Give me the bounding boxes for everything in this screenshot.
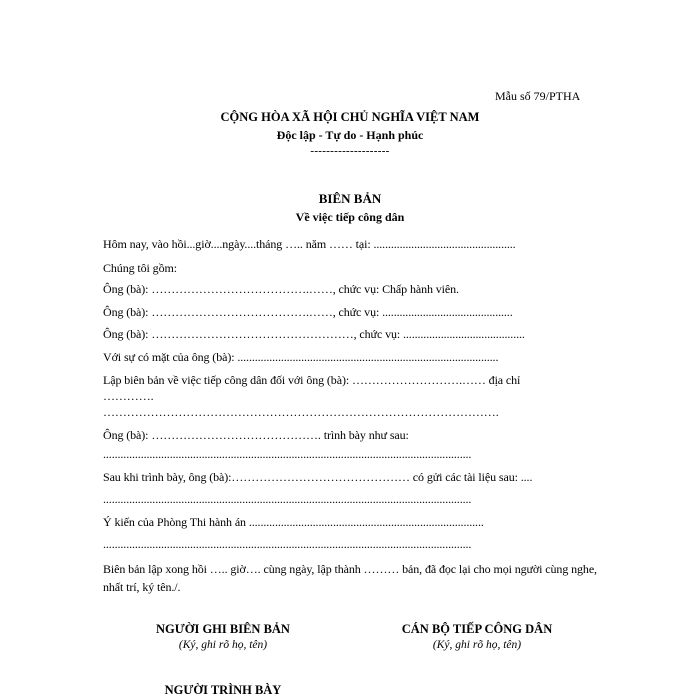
header-separator: -------------------- [310,145,390,157]
documents-blank-line: ............................................................................................................................... [103,492,472,506]
meeting-time-place-line: Hôm nay, vào hồi...giờ....ngày....tháng ….. năm …… tại: ................................................. [103,237,516,251]
document-subtitle: Về việc tiếp công dân [295,210,405,224]
form-number: Mẫu số 79/PTHA [495,89,581,103]
officer-signature-note: (Ký, ghi rõ họ, tên) [432,639,522,651]
address-continuation: …………. [103,389,154,403]
presentation-line: Ông (bà): ……………………………………. trình bày như sau: [103,428,409,442]
documents-submitted-line: Sau khi trình bày, ông (bà):……………………………………… có gửi các tài liệu sau: .... [103,470,533,484]
presence-line: Với sự có mặt của ông (bà): .......................................................................................... [103,350,499,364]
recorder-signature-title: NGƯỜI GHI BIÊN BẢN [156,622,290,636]
document-title: BIÊN BẢN [318,191,382,206]
record-subject-line: Lập biên bản về việc tiếp công dân đối với ông (bà): ……………………….…… địa chỉ [103,373,521,387]
office-opinion-line: Ý kiến của Phòng Thi hành án ................................................................................. [103,515,484,529]
recorder-signature-note: (Ký, ghi rõ họ, tên) [178,639,268,651]
participants-heading: Chúng tôi gồm: [103,261,177,275]
presenter-signature-title: NGƯỜI TRÌNH BÀY [164,683,282,697]
national-motto: Độc lập - Tự do - Hạnh phúc [276,128,424,142]
presentation-blank-line: ............................................................................................................................... [103,447,472,461]
opinion-blank-line: ............................................................................................................................... [103,537,472,551]
nation-title: CỘNG HÒA XÃ HỘI CHỦ NGHĨA VIỆT NAM [220,110,480,124]
participant-3-line: Ông (bà): ……………………………………………, chức vụ: .......................................... [103,327,525,341]
officer-signature-title: CÁN BỘ TIẾP CÔNG DÂN [401,622,553,636]
participant-1-line: Ông (bà): ………………………………….……, chức vụ: Chấp hành viên. [103,282,459,296]
closing-paragraph: Biên bản lập xong hồi ….. giờ…. cùng ngày, lập thành ……… bản, đã đọc lại cho mọi người cùng nghe, nhất trí, ký tên./. [103,562,597,594]
address-blank-line: ………………………………………………………………………………………. [103,405,499,419]
participant-2-line: Ông (bà): ………………………………….……, chức vụ: ............................................. [103,305,513,319]
